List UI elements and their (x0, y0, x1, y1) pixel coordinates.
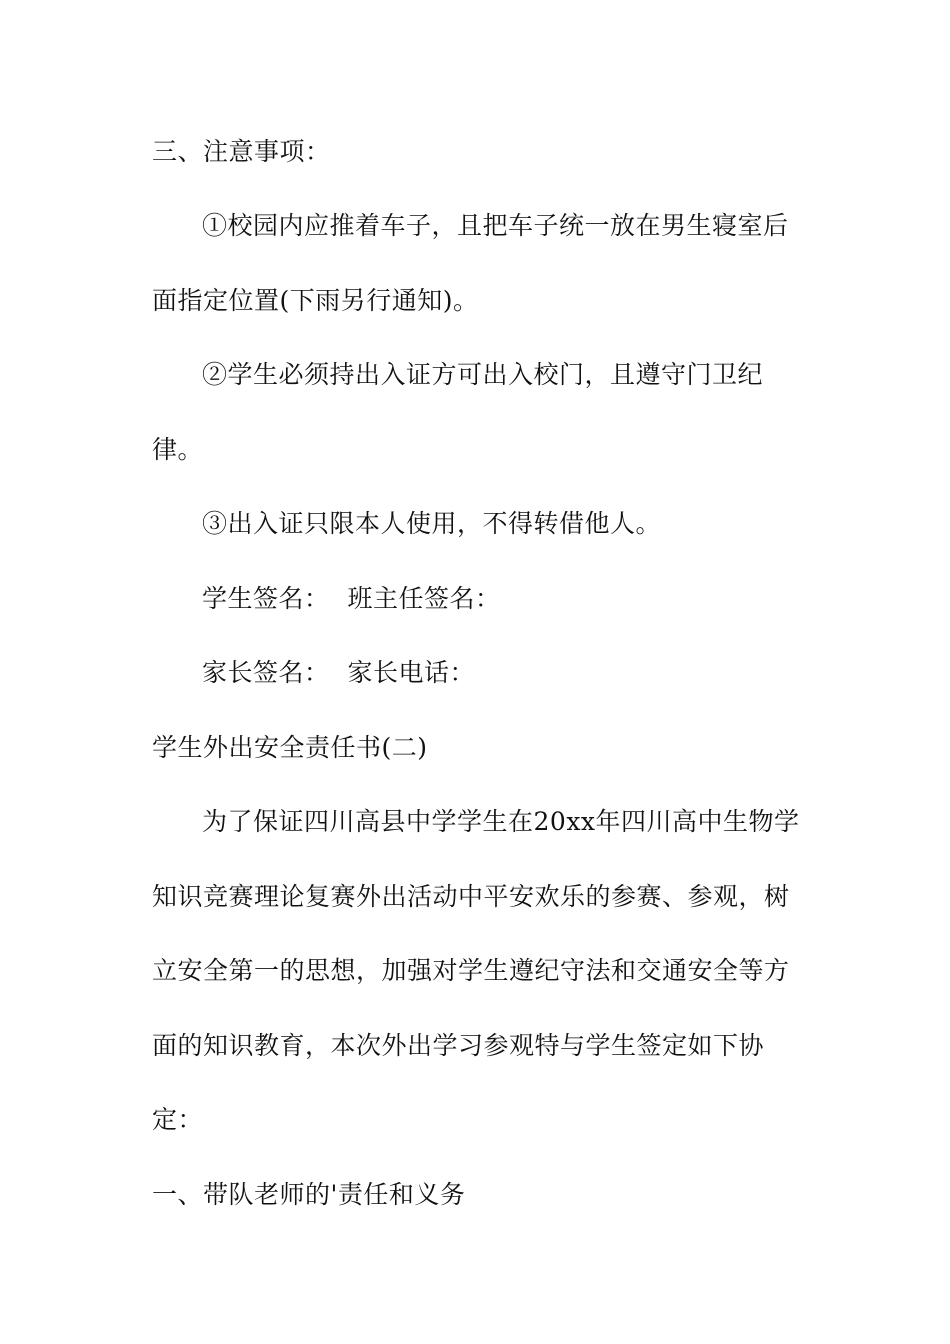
teacher-signature-label: 班主任签名： (347, 584, 501, 613)
note-1-line-2: 面指定位置(下雨另行通知)。 (152, 286, 479, 315)
note-1-line-1: ①校园内应推着车子，且把车子统一放在男生寝室后 (202, 211, 789, 240)
intro-line-3: 立安全第一的思想，加强对学生遵纪守法和交通安全等方 (152, 956, 790, 985)
intro-line-5: 定： (152, 1105, 204, 1134)
note-2-line-1: ②学生必须持出入证方可出入校门，且遵守门卫纪 (202, 360, 764, 389)
note-3: ③出入证只限本人使用，不得转借他人。 (202, 509, 662, 538)
parent-phone-label: 家长电话： (347, 658, 476, 687)
signature-row-1 (202, 583, 501, 615)
intro-line-4: 面的知识教育，本次外出学习参观特与学生签定如下协 (152, 1031, 765, 1060)
section-heading-notes: 三、注意事项： (152, 137, 331, 166)
intro-line-2: 知识竞赛理论复赛外出活动中平安欢乐的参赛、参观，树 (152, 882, 790, 911)
student-signature-label: 学生签名： (202, 584, 330, 613)
intro-line-1: 为了保证四川高县中学学生在20xx年四川高中生物学 (202, 807, 800, 836)
parent-signature-label: 家长签名： (202, 658, 330, 687)
document-2-title: 学生外出安全责任书(二) (152, 733, 428, 762)
note-2-line-2: 律。 (152, 435, 204, 464)
section-heading-teacher-duties: 一、带队老师的'责任和义务 (152, 1180, 466, 1209)
signature-row-2 (202, 657, 475, 689)
